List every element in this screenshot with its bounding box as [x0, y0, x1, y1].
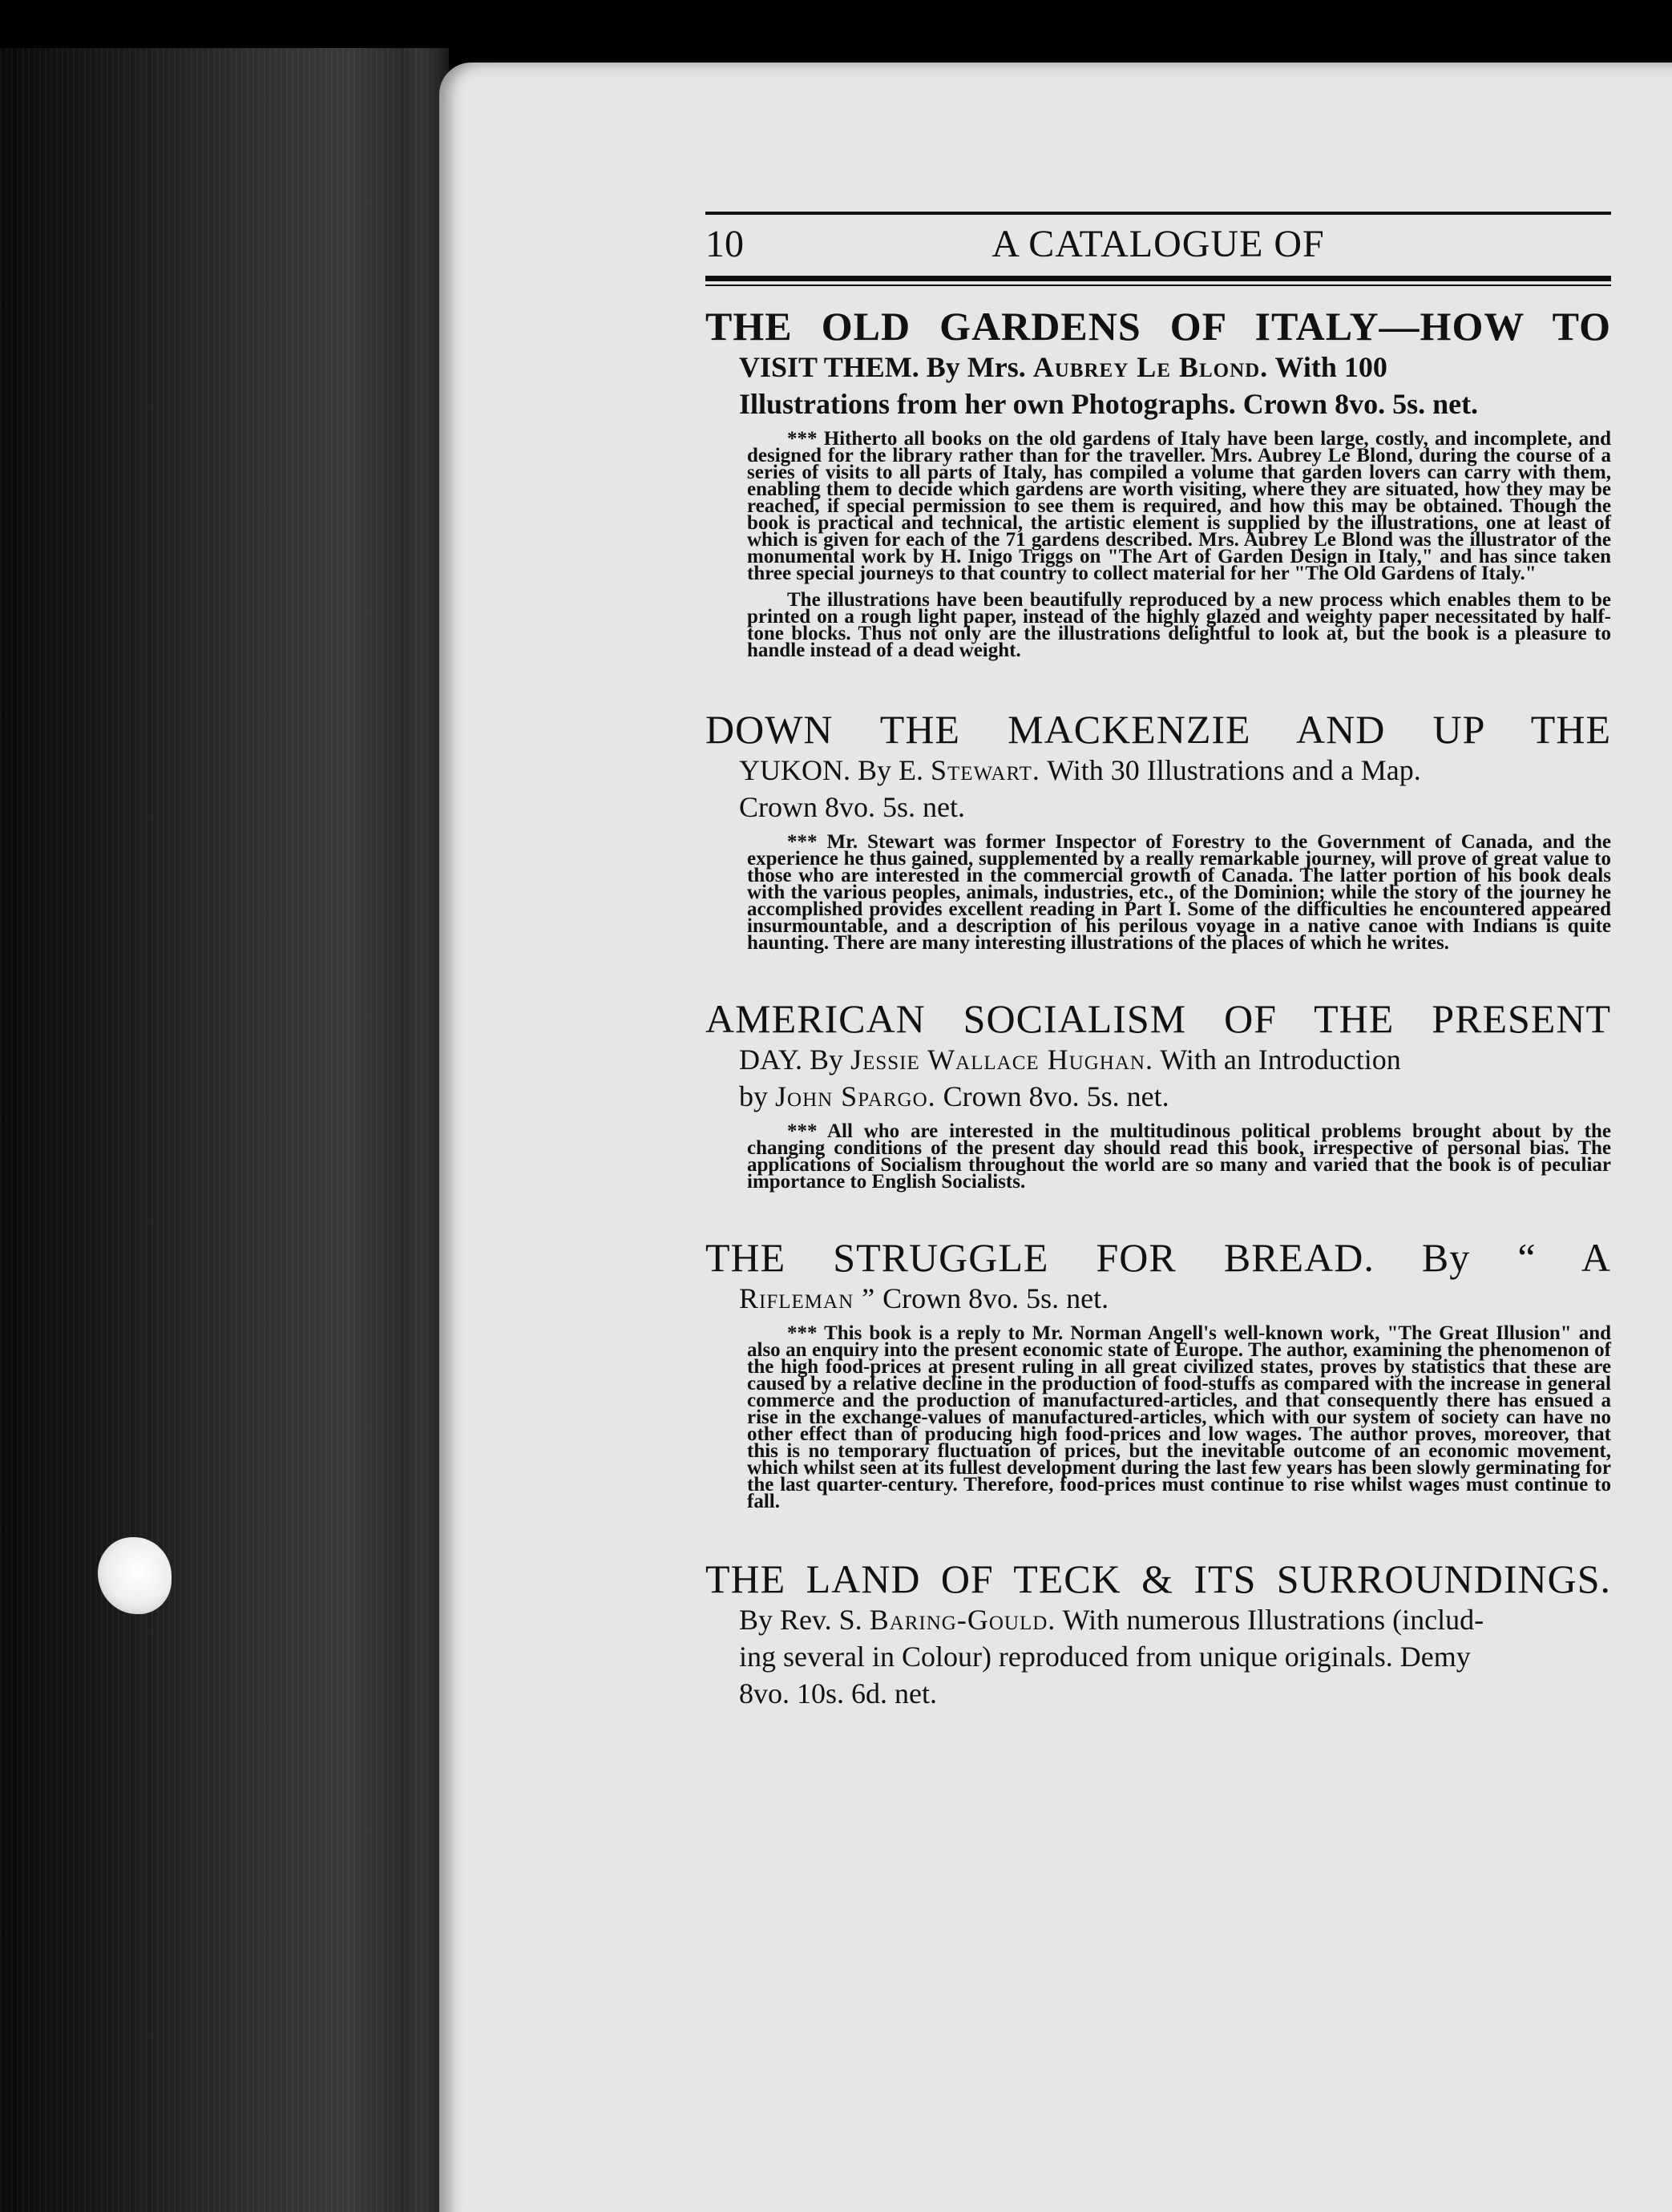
author-name: Jessie Wallace Hughan. — [850, 1043, 1153, 1076]
author-name: Stewart. — [931, 754, 1040, 786]
header-top-rule — [705, 212, 1611, 215]
meta-text: Crown 8vo. 5s. net. — [739, 791, 965, 823]
meta-text: DAY. By — [739, 1043, 851, 1076]
entry-title: AMERICAN SOCIALISM OF THE PRESENT — [705, 996, 1611, 1041]
meta-text: With an Introduction — [1153, 1043, 1401, 1076]
entry-title: THE OLD GARDENS OF ITALY—HOW TO — [705, 304, 1611, 349]
description-paragraph: The illustrations have been beautifully reproduced by a new process which enables them to be printed on a rough light paper, instead of the highly glazed and weighty paper necessitated by half-tone blocks. Thus not only are the illustrations delightful to look at, but the book is a pleasure to handle instead of a dead weight. — [747, 589, 1611, 661]
entry-title: THE STRUGGLE FOR BREAD. By “ A — [705, 1235, 1611, 1280]
description-paragraph: *** Hitherto all books on the old gardens of Italy have been large, costly, and incomplete, and designed for the library rather than for the traveller. Mrs. Aubrey Le Blond, during the course of a series of visits to all parts of Italy, has compiled a volume that garden lovers can carry with them, enabling them to decide which gardens are worth visiting, where they are situated, how they may be reached, if special permission to see them is required, and how this may be obtained. Though the book is practical and technical, the artistic element is supplied by the illustrations, one at least of which is given for each of the 71 gardens described. Mrs. Aubrey Le Blond was the illustrator of the monumental work by H. Inigo Triggs on "The Art of Garden Design in Italy," and has since taken three special journeys to that country to collect material for her "The Old Gardens of Italy." — [747, 428, 1611, 584]
page-content — [705, 212, 1611, 1712]
meta-text: 8vo. 10s. 6d. net. — [739, 1677, 937, 1709]
author-name: Aubrey Le Blond. — [1032, 351, 1269, 383]
entry-meta-line — [705, 752, 1611, 789]
meta-text: With numerous Illustrations (includ- — [1056, 1604, 1484, 1636]
meta-text: With 30 Illustrations and a Map. — [1040, 754, 1421, 786]
entry-description — [705, 831, 1611, 954]
entry-meta-line — [705, 1601, 1611, 1638]
meta-text: Crown 8vo. 5s. net. — [875, 1282, 1109, 1314]
catalogue-entry — [705, 304, 1611, 659]
meta-text: By Rev. S. — [739, 1604, 870, 1636]
running-head: A CATALOGUE OF — [991, 223, 1325, 265]
header-bottom-rule — [705, 276, 1611, 286]
description-paragraph: *** All who are interested in the multitudinous political problems brought about by the changing conditions of the present day should read this book, irrespective of personal bias. The applications of Socialism throughout the world are so many and varied that the book is of peculiar importance to English Socialists. — [747, 1120, 1611, 1193]
entry-description — [705, 430, 1611, 659]
entry-description — [705, 1322, 1611, 1512]
entry-meta-line — [705, 1675, 1611, 1712]
meta-text: With 100 — [1268, 351, 1387, 383]
entry-title: DOWN THE MACKENZIE AND UP THE — [705, 707, 1611, 752]
author-name: Baring-Gould. — [869, 1604, 1056, 1636]
description-paragraph: *** Mr. Stewart was former Inspector of Forestry to the Government of Canada, and the experience he thus gained, supplemented by a really remarkable journey, will prove of great value to those who are interested in the commercial growth of Canada. The latter portion of his book deals with the various peoples, animals, industries, etc., of the Dominion; while the story of the journey he accomplished provides excellent reading in Part I. Some of the difficulties he encountered appeared insurmountable, and a description of his perilous voyage in a native canoe with Indians is quite haunting. There are many interesting illustrations of the places of which he writes. — [747, 831, 1611, 954]
entry-meta-line — [705, 1638, 1611, 1675]
entry-description — [705, 1120, 1611, 1193]
meta-text: YUKON. By E. — [739, 754, 931, 786]
entry-meta-line — [705, 789, 1611, 825]
entry-title: THE LAND OF TECK & ITS SURROUNDINGS. — [705, 1556, 1611, 1601]
catalogue-entry — [705, 996, 1611, 1193]
page-header — [705, 223, 1611, 266]
book-spine-edge — [0, 48, 449, 2212]
author-name: John Spargo. — [775, 1080, 936, 1112]
entry-meta-line — [705, 1078, 1611, 1115]
catalogue-entry — [705, 707, 1611, 954]
meta-text: VISIT THEM. By Mrs. — [739, 351, 1033, 383]
entry-meta-line — [705, 1041, 1611, 1078]
author-name: Rifleman ” — [739, 1282, 876, 1314]
description-paragraph: *** This book is a reply to Mr. Norman Angell's well-known work, "The Great Illusion" and also an enquiry into the present economic state of Europe. The author, examining the phenomenon of the high food-prices at present ruling in all great civilized states, proves by statistics that these are caused by a relative decline in the production of food-stuffs as compared with the increase in general commerce and the production of manufactured-articles, and that consequently there has ensued a rise in the exchange-values of manufactured-articles, which with our system of society can have no other effect than of producing high food-prices and low wages. The author proves, moreover, that this is no temporary fluctuation of prices, but the inevitable outcome of an economic movement, which whilst seen at its fullest development during the last few years has been slowly germinating for the last quarter-century. Therefore, food-prices must continue to rise whilst wages must continue to fall. — [747, 1322, 1611, 1512]
entry-meta-line — [705, 349, 1611, 385]
meta-text: by — [739, 1080, 775, 1112]
catalogue-entry — [705, 1556, 1611, 1712]
meta-text: Illustrations from her own Photographs. Crown 8vo. 5s. net. — [739, 388, 1479, 420]
meta-text: ing several in Colour) reproduced from unique originals. Demy — [739, 1641, 1471, 1673]
page-number: 10 — [705, 223, 744, 265]
entry-meta-line — [705, 385, 1611, 422]
catalogue-entry — [705, 1235, 1611, 1510]
meta-text: Crown 8vo. 5s. net. — [935, 1080, 1169, 1112]
entry-meta-line — [705, 1280, 1611, 1317]
